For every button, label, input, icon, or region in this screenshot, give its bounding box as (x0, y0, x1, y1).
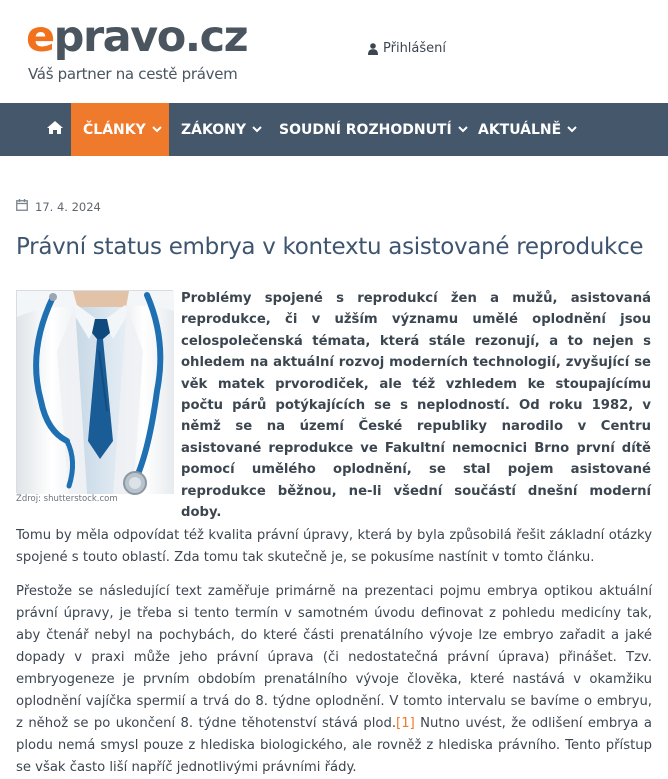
user-icon (368, 43, 378, 55)
home-icon (47, 121, 63, 138)
paragraph-text: Přestože se následující text zaměřuje primárně na prezentaci pojmu embrya optikou aktuální právní úpravy, je třeba si tento termín v samotném úvodu definovat z pohledu medicíny tak, aby čtenář nebyl na pochybách, do které části prenatálního vývoje lze embryo zařadit a jaké dopady v praxi může jeho právní úprava (či nedostatečná právní úprava) přinášet. Tzv. embryogeneze je prvním obdobím prenatálního vývoje člověka, které nastává v okamžiku oplodnění vajíčka spermií a trvá do 8. týdne oplodnění. V tomto intervalu se bavíme o embryu, z něhož se po ukončení 8. týdne těhotenství stává plod. (16, 584, 652, 731)
article-image (16, 290, 173, 493)
nav-item-soudni-rozhodnuti[interactable] (279, 103, 468, 156)
footnote-link[interactable]: [1] (396, 716, 415, 731)
nav-item-label: ZÁKONY (181, 121, 246, 138)
nav-item-zakony[interactable] (181, 103, 262, 156)
nav-item-label: ČLÁNKY (83, 121, 146, 138)
nav-item-clanky[interactable] (71, 103, 169, 156)
nav-home[interactable] (45, 103, 65, 156)
logo-text: pravo.cz (53, 12, 248, 62)
main-nav (0, 103, 668, 156)
article-date (16, 199, 101, 214)
article-paragraph (16, 581, 652, 779)
image-caption: Zdroj: shutterstock.com (16, 494, 118, 504)
site-header (0, 0, 668, 103)
logo-wordmark (26, 14, 247, 60)
nav-item-aktualne[interactable] (478, 103, 577, 156)
nav-item-label: AKTUÁLNĚ (478, 121, 562, 138)
login-label: Přihlášení (383, 41, 447, 56)
login-link[interactable] (368, 41, 446, 56)
chevron-down-icon (152, 126, 162, 133)
nav-item-label: SOUDNÍ ROZHODNUTÍ (279, 121, 452, 138)
logo-tagline: Váš partner na cestě právem (28, 65, 238, 83)
paragraph-text: Nutno uvést, že odlišení embrya a plodu nemá smysl pouze z hlediska biologického, ale rovněž z hlediska právního. Tento přístup se však často liší napříč jednotlivými právními řády. (16, 716, 652, 775)
article-title: Právní status embrya v kontextu asistované reprodukce (16, 234, 644, 260)
doctor-stethoscope-image (17, 291, 174, 494)
chevron-down-icon (458, 126, 468, 133)
chevron-down-icon (252, 126, 262, 133)
article-paragraph: Tomu by měla odpovídat též kvalita právní úpravy, která by byla způsobilá řešit základní otázky spojené s touto oblastí. Zda tomu tak skutečně je, se pokusíme nastínit v tomto článku. (16, 528, 652, 565)
article-perex: Problémy spojené s reprodukcí žen a mužů, asistovaná reprodukce, či v užším významu umělé oplodnění jsou celospolečenská témata, která stále rezonují, a to nejen s ohledem na aktuální rozvoj moderních technologií, zvyšující se věk matek prvorodiček, ale též vzhledem ke stoupajícímu počtu párů potýkajících se s neplodností. Od roku 1982, v němž se na území České republiky narodilo v Centru asistované reprodukce ve Fakultní nemocnici Brno první dítě pomocí umělého oplodnění, se stal pojem asistované reprodukce běžnou, ne-li všední součástí dnešní moderní doby. (181, 291, 651, 521)
site-logo[interactable] (26, 14, 247, 83)
calendar-icon (16, 199, 28, 214)
date-text: 17. 4. 2024 (35, 199, 101, 214)
chevron-down-icon (567, 126, 577, 133)
logo-e: e (26, 12, 54, 62)
